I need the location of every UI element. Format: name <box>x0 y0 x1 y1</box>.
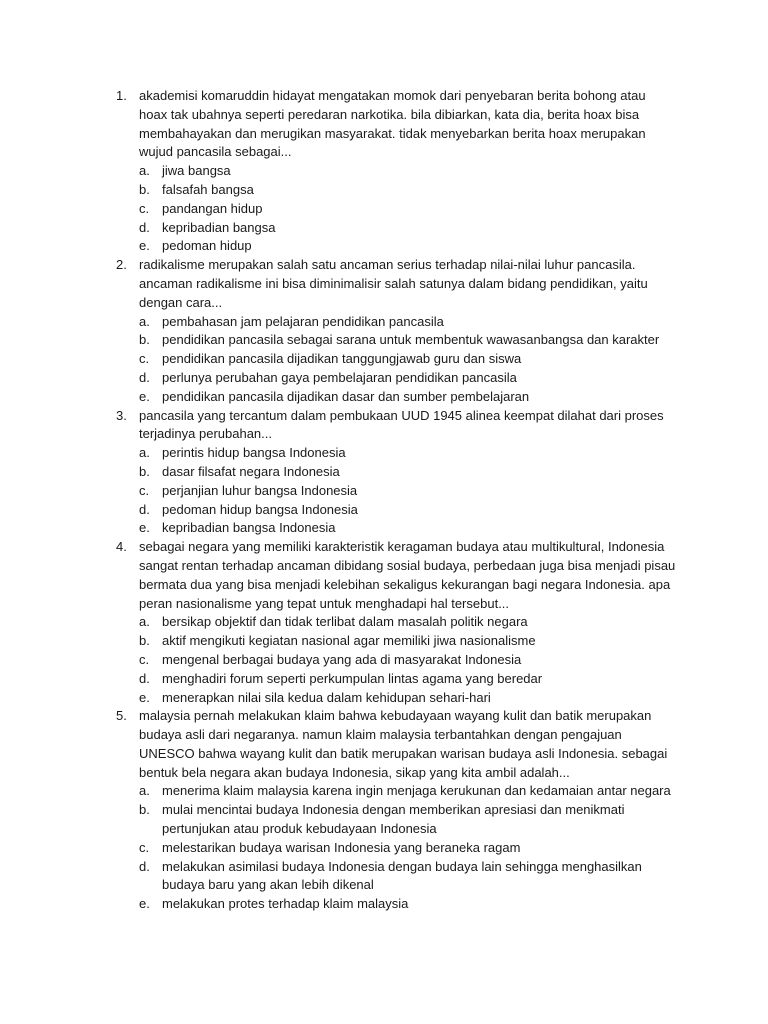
option-letter: d. <box>139 219 150 235</box>
option-letter: a. <box>139 614 150 630</box>
question-text: pancasila yang tercantum dalam pembukaan UUD 1945 alinea keempat dilahat dari proses terjadinya perubahan... <box>139 407 664 442</box>
option-text: perintis hidup bangsa Indonesia <box>162 445 346 461</box>
option-item <box>139 219 676 238</box>
option-item <box>139 463 676 482</box>
option-item <box>139 200 676 219</box>
question-text: sebagai negara yang memiliki karakteristik keragaman budaya atau multikultural, Indonesia sangat rentan terhadap ancaman dibidang sosial budaya, perbedaan juga bisa menjadi pisau bermata dua yang bisa menjadi kelebihan sekaligus kekurangan bagi negara Indonesia. apa peran nasionalisme yang tepat untuk menghadapi hal tersebut... <box>139 539 676 611</box>
option-item <box>139 162 676 181</box>
question-item <box>116 87 676 256</box>
question-number: 4. <box>116 539 127 555</box>
option-item <box>139 482 676 501</box>
option-text: pendidikan pancasila dijadikan tanggungjawab guru dan siswa <box>162 351 522 367</box>
option-text: mulai mencintai budaya Indonesia dengan memberikan apresiasi dan menikmati pertunjukan atau produk kebudayaan Indonesia <box>162 802 625 837</box>
option-item <box>139 632 676 651</box>
option-item <box>139 689 676 708</box>
option-text: falsafah bangsa <box>162 181 254 197</box>
option-text: menghadiri forum seperti perkumpulan lintas agama yang beredar <box>162 670 543 686</box>
option-item <box>139 501 676 520</box>
option-letter: c. <box>139 200 150 216</box>
option-text: perlunya perubahan gaya pembelajaran pendidikan pancasila <box>162 369 517 385</box>
option-letter: e. <box>139 388 150 404</box>
option-item <box>139 350 676 369</box>
option-item <box>139 839 676 858</box>
option-letter: e. <box>139 689 150 705</box>
question-item <box>116 407 676 539</box>
option-item <box>139 519 676 538</box>
option-letter: b. <box>139 463 150 479</box>
option-item <box>139 858 676 896</box>
option-text: melakukan protes terhadap klaim malaysia <box>162 896 409 912</box>
option-text: melestarikan budaya warisan Indonesia yang beraneka ragam <box>162 839 521 855</box>
option-item <box>139 444 676 463</box>
question-text: akademisi komaruddin hidayat mengatakan momok dari penyebaran berita bohong atau hoax tak ubahnya seperti peredaran narkotika. bila dibiarkan, kata dia, berita hoax bisa membahayakan dan merugikan masyarakat. tidak menyebarkan berita hoax merupakan wujud pancasila sebagai... <box>139 88 646 160</box>
option-text: pendidikan pancasila dijadikan dasar dan sumber pembelajaran <box>162 388 530 404</box>
option-letter: b. <box>139 802 150 818</box>
option-letter: b. <box>139 181 150 197</box>
question-list <box>116 87 676 914</box>
option-item <box>139 895 676 914</box>
option-text: jiwa bangsa <box>162 163 231 179</box>
option-list <box>139 613 676 707</box>
option-letter: e. <box>139 520 150 536</box>
option-item <box>139 782 676 801</box>
option-text: perjanjian luhur bangsa Indonesia <box>162 482 358 498</box>
option-item <box>139 388 676 407</box>
option-letter: c. <box>139 351 150 367</box>
option-letter: d. <box>139 858 150 874</box>
option-letter: d. <box>139 369 150 385</box>
question-text: radikalisme merupakan salah satu ancaman serius terhadap nilai-nilai luhur pancasila. ancaman radikalisme ini bisa diminimalisir salah satunya dalam bidang pendidikan, yaitu dengan cara... <box>139 257 648 310</box>
option-list <box>139 444 676 538</box>
question-number: 2. <box>116 257 127 273</box>
option-item <box>139 670 676 689</box>
question-text: malaysia pernah melakukan klaim bahwa kebudayaan wayang kulit dan batik merupakan budaya asli dari negaranya. namun klaim malaysia terbantahkan dengan pengajuan UNESCO bahwa wayang kulit dan batik merupakan warisan budaya asli Indonesia. sebagai bentuk bela negara akan budaya Indonesia, sikap yang kita ambil adalah... <box>139 708 668 780</box>
option-letter: d. <box>139 670 150 686</box>
option-item <box>139 613 676 632</box>
option-list <box>139 782 676 914</box>
question-item <box>116 538 676 707</box>
option-text: pedoman hidup bangsa Indonesia <box>162 501 358 517</box>
option-text: pedoman hidup <box>162 238 252 254</box>
option-text: menerapkan nilai sila kedua dalam kehidupan sehari-hari <box>162 689 491 705</box>
option-text: pendidikan pancasila sebagai sarana untuk membentuk wawasanbangsa dan karakter <box>162 332 660 348</box>
question-item <box>116 256 676 406</box>
option-item <box>139 331 676 350</box>
option-item <box>139 369 676 388</box>
option-text: kepribadian bangsa <box>162 219 276 235</box>
option-letter: e. <box>139 238 150 254</box>
option-item <box>139 313 676 332</box>
option-letter: b. <box>139 633 150 649</box>
option-text: pembahasan jam pelajaran pendidikan pancasila <box>162 313 444 329</box>
question-item <box>116 707 676 914</box>
option-text: pandangan hidup <box>162 200 263 216</box>
option-text: kepribadian bangsa Indonesia <box>162 520 336 536</box>
option-text: bersikap objektif dan tidak terlibat dalam masalah politik negara <box>162 614 528 630</box>
option-list <box>139 313 676 407</box>
option-letter: a. <box>139 445 150 461</box>
option-item <box>139 237 676 256</box>
option-letter: b. <box>139 332 150 348</box>
option-letter: c. <box>139 482 150 498</box>
option-item <box>139 181 676 200</box>
option-item <box>139 801 676 839</box>
option-text: menerima klaim malaysia karena ingin menjaga kerukunan dan kedamaian antar negara <box>162 783 671 799</box>
option-text: aktif mengikuti kegiatan nasional agar memiliki jiwa nasionalisme <box>162 633 536 649</box>
option-letter: d. <box>139 501 150 517</box>
option-letter: e. <box>139 896 150 912</box>
option-list <box>139 162 676 256</box>
option-text: melakukan asimilasi budaya Indonesia dengan budaya lain sehingga menghasilkan budaya baru yang akan lebih dikenal <box>162 858 642 893</box>
option-letter: a. <box>139 163 150 179</box>
option-letter: c. <box>139 839 150 855</box>
question-number: 5. <box>116 708 127 724</box>
option-letter: c. <box>139 651 150 667</box>
question-number: 1. <box>116 88 127 103</box>
option-letter: a. <box>139 783 150 799</box>
option-item <box>139 651 676 670</box>
option-letter: a. <box>139 313 150 329</box>
question-number: 3. <box>116 407 127 423</box>
option-text: mengenal berbagai budaya yang ada di masyarakat Indonesia <box>162 651 522 667</box>
option-text: dasar filsafat negara Indonesia <box>162 463 340 479</box>
